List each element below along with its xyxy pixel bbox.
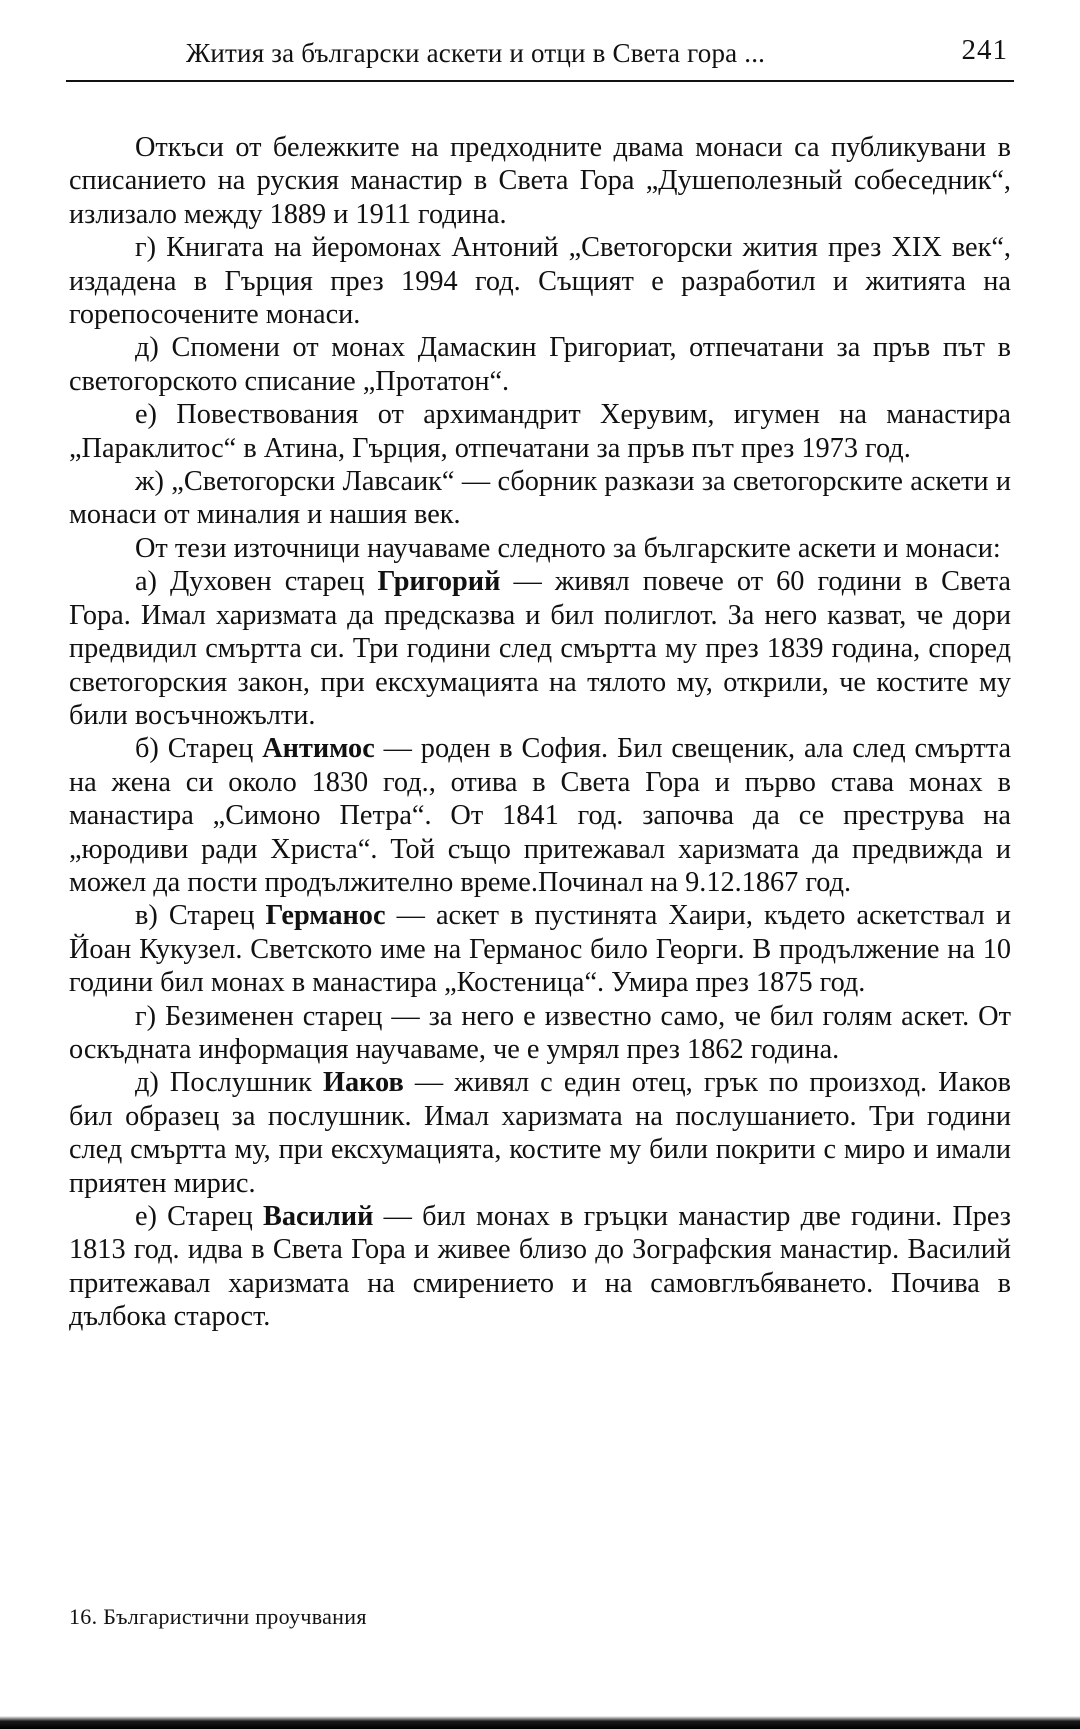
person-name: Василий (263, 1201, 374, 1232)
paragraph: г) Безименен старец — за него е известно само, че бил голям аскет. От оскъдната информация научаваме, че е умрял през 1862 година. (69, 1000, 1011, 1065)
paragraph: е) Повествования от архимандрит Херувим, игумен на манастира „Параклитос“ в Атина, Гърция, отпечатани за пръв път през 1973 год. (69, 399, 1011, 464)
paragraph: б) Старец Антимос — роден в София. Бил свещеник, ала след смъртта на жена си около 1830 год., отива в Света Гора и първо става монах в манастира „Симоно Петра“. От 1841 год. започва да се преструва на „юродиви ради Христа“. Той също притежавал харизмата да предвижда и можел да пости продължително време.Починал на 9.12.1867 год. (69, 733, 1012, 898)
page-number: 241 (961, 34, 1008, 66)
person-name: Антимос (262, 733, 375, 765)
person-name: Григорий (377, 566, 501, 598)
page-header (66, 34, 1014, 78)
header-rule (66, 80, 1014, 82)
person-name: Иаков (322, 1067, 404, 1099)
paragraph: е) Старец Василий — бил монах в гръцки манастир две години. През 1813 год. идва в Света Гора и живее близо до Зографския манастир. Василий притежавал харизмата на смирението и на самовглъбяването. Почива в дълбока старост. (69, 1201, 1011, 1333)
paragraph: г) Книгата на йеромонах Антоний „Светогорски жития през XIX век“, издадена в Гърция през 1994 год. Същият е разработил и житията на горепосочените монаси. (69, 232, 1011, 331)
paragraph: а) Духовен старец Григорий — живял повече от 60 години в Света Гора. Имал харизмата да предсказва и бил полиглот. За него казват, че дори предвидил смъртта си. Три години след смъртта му през 1839 година, според светогорския закон, при ексхумацията на тялото му, открили, че костите му били восъчножълти. (69, 566, 1011, 731)
paragraph: ж) „Светогорски Лавсаик“ — сборник разкази за светогорските аскети и монаси от миналия и нашия век. (69, 466, 1011, 531)
page-body (69, 131, 1011, 1334)
scan-bottom-edge (0, 1716, 1080, 1729)
paragraph: в) Старец Германос — аскет в пустинята Хаири, където аскетствал и Йоан Кукузел. Светското име на Германос било Георги. В продължение на 10 години бил монах в манастира „Костеница“. Умира през 1875 год. (69, 900, 1011, 999)
paragraph: д) Спомени от монах Дамаскин Григориат, отпечатани за пръв път в светогорското списание „Протатон“. (69, 332, 1011, 397)
signature-mark: 16. Българистични проучвания (69, 1604, 367, 1629)
person-name: Германос (265, 900, 386, 932)
running-title: Жития за български аскети и отци в Света гора ... (186, 38, 766, 68)
paragraph: Откъси от бележките на предходните двама монаси са публикувани в списанието на руския манастир в Света Гора „Душеполезный собеседник“, излизало между 1889 и 1911 година. (69, 132, 1011, 230)
paragraph: д) Послушник Иаков — живял с един отец, грък по произход. Иаков бил образец за послушник. Имал харизмата на послушанието. Три години след смъртта му, при ексхумацията, костите му били покрити с миро и имали приятен мирис. (69, 1067, 1011, 1199)
paragraph: От тези източници научаваме следното за българските аскети и монаси: (135, 532, 1001, 564)
